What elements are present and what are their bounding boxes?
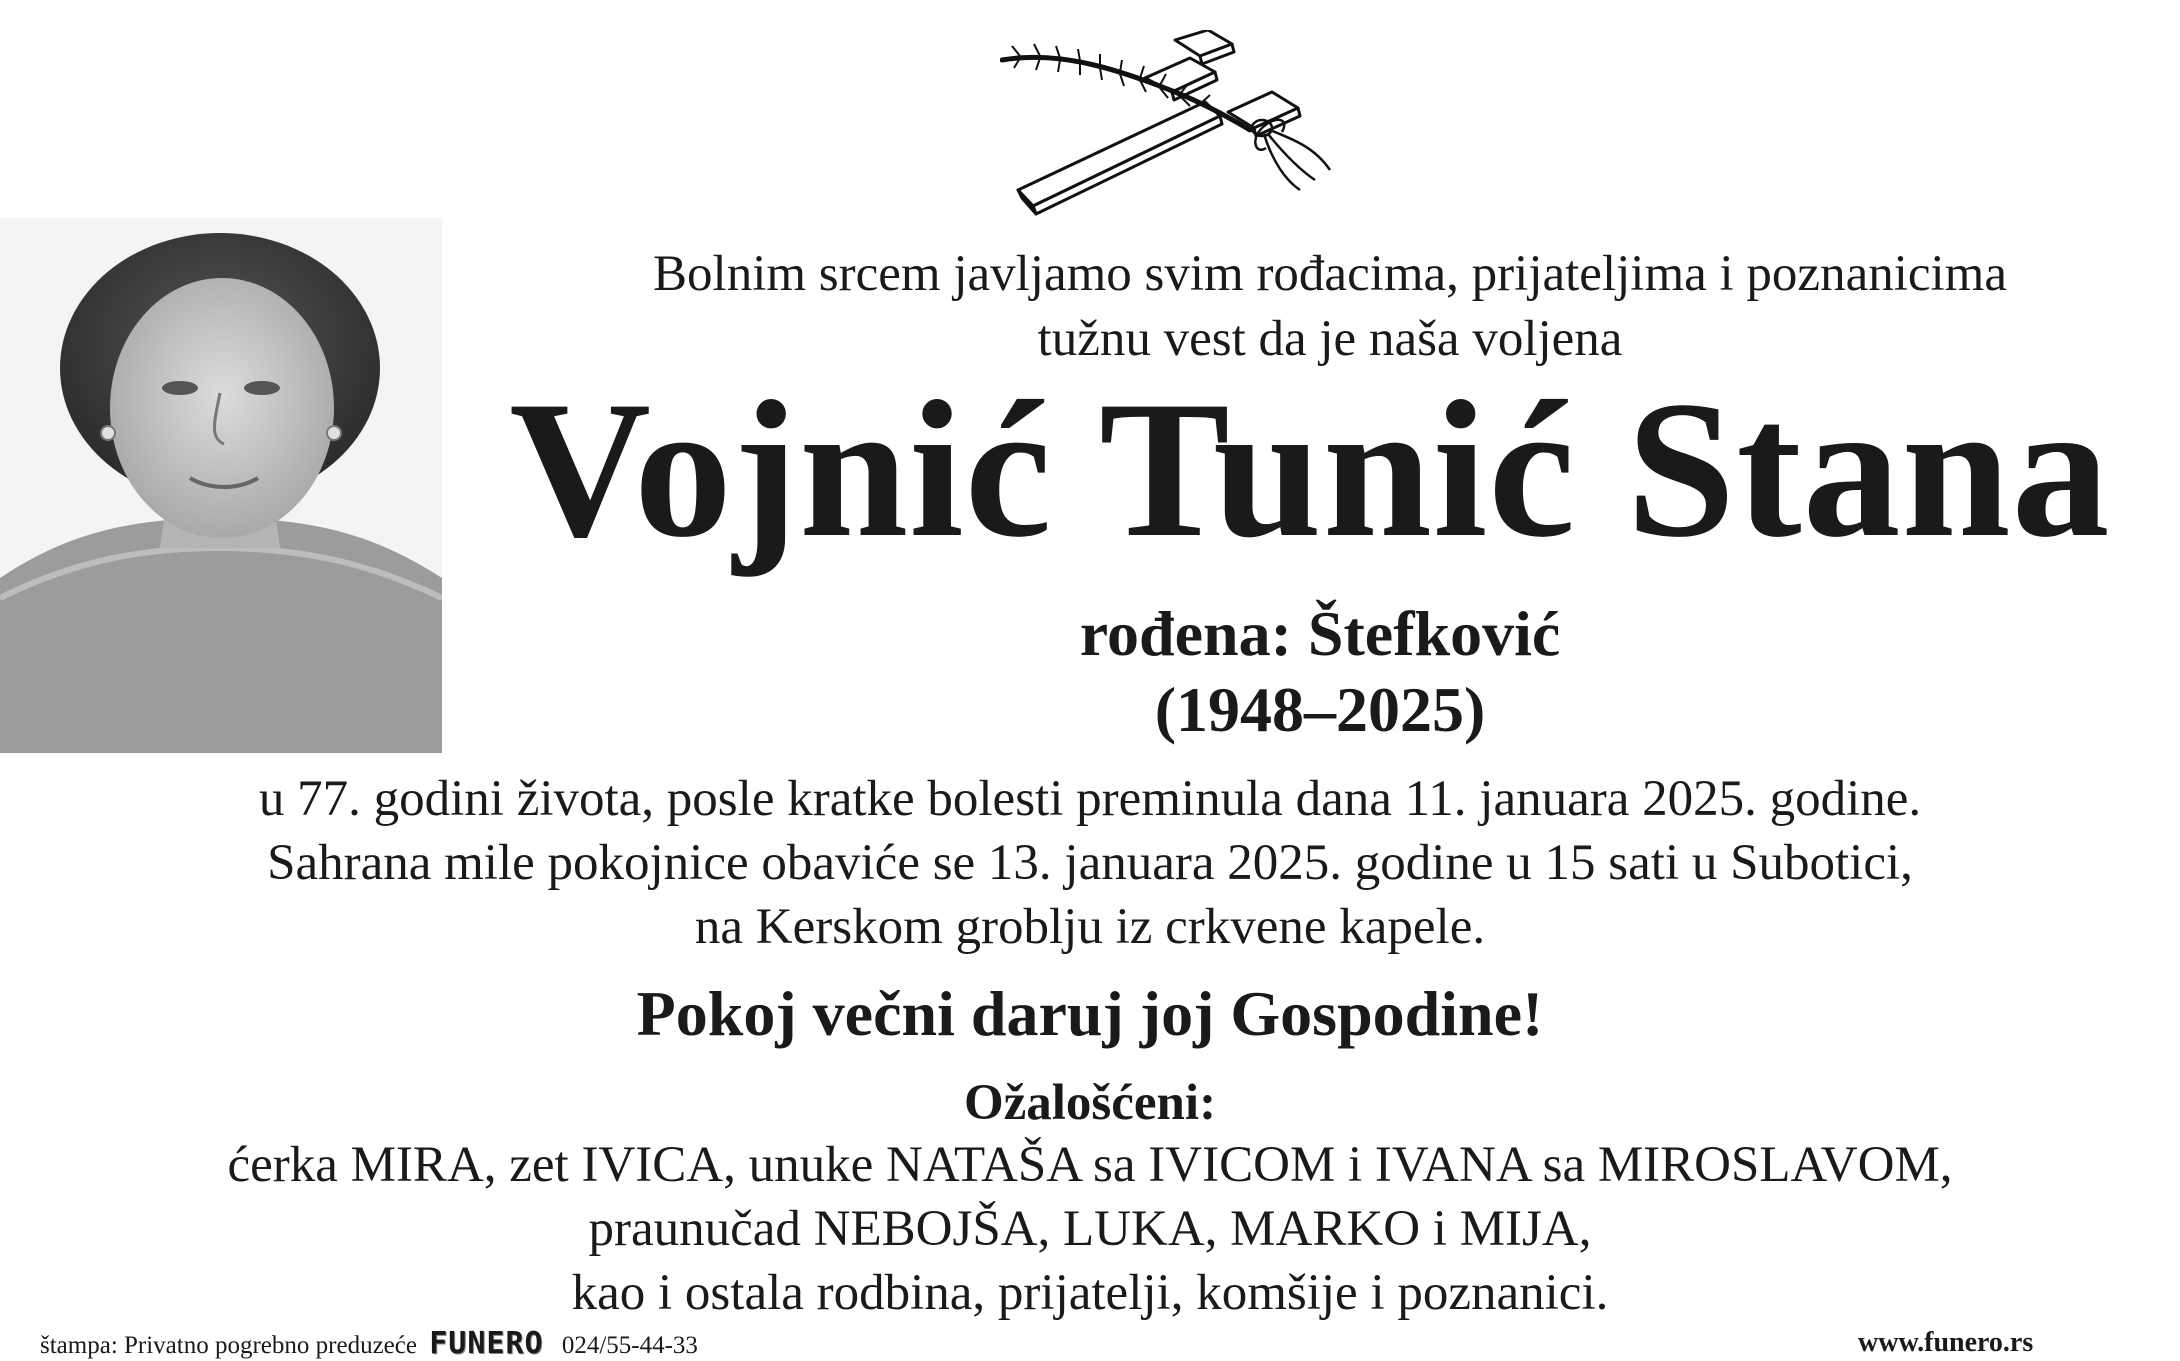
body-line: Sahrana mile pokojnice obaviće se 13. januara 2025. godine u 15 sati u Subotici, — [267, 835, 1913, 891]
footer-website-link[interactable]: www.funero.rs — [1858, 1327, 2034, 1358]
intro-line: Bolnim srcem javljamo svim rođacima, prijateljima i poznanicima — [653, 246, 2007, 302]
footer-printer-info — [40, 1326, 698, 1361]
mourners-line: praunučad NEBOJŠA, LUKA, MARKO i MIJA, — [588, 1201, 1592, 1257]
deceased-name: Vojnić Tunić Stana — [509, 361, 2111, 578]
body-line: na Kerskom groblju iz crkvene kapele. — [694, 899, 1486, 955]
funero-logo: FUNERO — [429, 1326, 544, 1361]
mourners-line: ćerka MIRA, zet IVICA, unuke NATAŠA sa IVICOM i IVANA sa MIROSLAVOM, — [227, 1137, 1953, 1193]
cross-with-palm-icon — [1000, 30, 1340, 220]
maiden-name: rođena: Štefković — [1079, 598, 1561, 669]
intro-line: tužnu vest da je naša voljena — [1037, 311, 1623, 367]
mourners-line: kao i ostala rodbina, prijatelji, komšije i poznanici. — [571, 1265, 1609, 1321]
mourners-list — [0, 1133, 2180, 1325]
prayer-text: Pokoj večni daruj joj Gospodine! — [636, 978, 1544, 1049]
notice-body — [0, 767, 2180, 959]
footer-phone: 024/55-44-33 — [561, 1332, 698, 1359]
portrait-photo — [0, 218, 442, 753]
intro-text — [500, 242, 2160, 372]
life-years: (1948–2025) — [1154, 674, 1486, 745]
body-line: u 77. godini života, posle kratke bolesti preminula dana 11. januara 2025. godine. — [258, 771, 1922, 827]
mourners-heading: Ožalošćeni: — [963, 1075, 1217, 1131]
footer-print-label: štampa: Privatno pogrebno preduzeće — [40, 1332, 417, 1359]
